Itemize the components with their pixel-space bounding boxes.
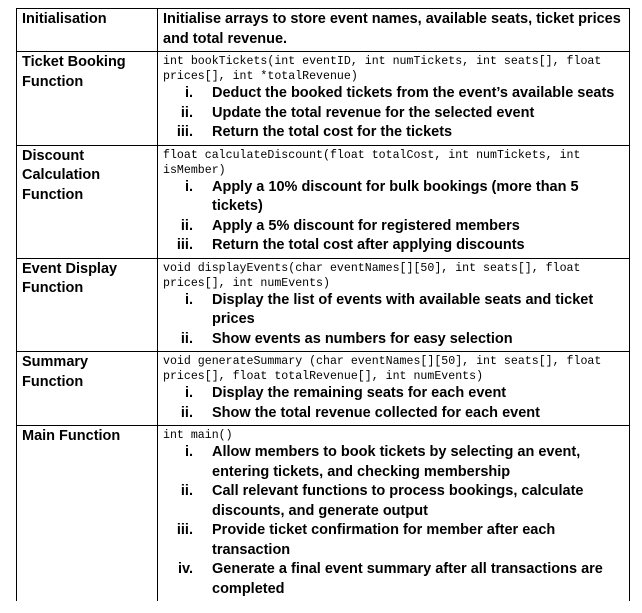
table-row-event-display [17,258,630,352]
step-text: Call relevant functions to process bookings, calculate discounts, and generate output [212,483,584,519]
table-row-initialisation [17,9,630,52]
step-number: ii. [180,404,193,421]
step-list [163,84,625,143]
list-item [163,521,625,560]
step-number: iv. [177,561,193,577]
row-content [158,9,630,52]
row-content [158,145,630,258]
step-text: Display the remaining seats for each event [212,385,507,401]
list-item [163,482,625,521]
row-label: Event Display Function [17,258,158,352]
step-number: i. [184,85,193,101]
step-list [163,291,625,350]
step-number: ii. [180,104,193,121]
step-text: Update the total revenue for the selected event [212,104,535,121]
step-text: Show the total revenue collected for each event [212,404,540,421]
step-text: Display the list of events with available seats and ticket prices [212,291,594,327]
function-signature: float calculateDiscount(float totalCost, int numTickets, int isMember) [163,148,581,177]
list-item [163,443,625,482]
row-label: Main Function [17,426,158,602]
list-item [163,178,625,217]
document-page [16,8,630,601]
step-text: Show events as numbers for easy selection [212,330,513,347]
function-signature: int bookTickets(int eventID, int numTickets, int seats[], float prices[], int *totalRevenue) [163,55,602,83]
step-text: Apply a 10% discount for bulk bookings (more than 5 tickets) [212,178,579,214]
function-signature: int main() [163,429,233,442]
step-text: Generate a final event summary after all transactions are completed [212,561,603,597]
specification-table [16,8,630,601]
list-item [163,236,625,256]
list-item [163,384,625,404]
table-row-discount-calculation [17,145,630,258]
step-number: i. [184,291,193,308]
row-content [158,52,630,146]
step-number: ii. [180,483,193,499]
list-item [163,84,625,104]
step-text: Return the total cost for the tickets [212,124,453,140]
row-description: Initialise arrays to store event names, available seats, ticket prices and total revenue. [163,11,621,47]
step-list [163,443,625,599]
list-item [163,404,625,424]
step-number: iii. [176,522,193,538]
step-text: Allow members to book tickets by selecting an event, entering tickets, and checking membership [212,444,581,480]
function-signature: void displayEvents(char eventNames[][50], int seats[], float prices[], int numEvents) [163,261,581,290]
row-label: Ticket Booking Function [17,52,158,146]
step-number: i. [184,444,193,460]
list-item [163,291,625,330]
step-text: Deduct the booked tickets from the event’s available seats [212,85,615,101]
step-number: ii. [180,330,193,347]
table-row-ticket-booking [17,52,630,146]
step-number: ii. [180,217,193,234]
list-item [163,217,625,237]
list-item [163,560,625,599]
step-number: iii. [176,124,193,140]
list-item [163,104,625,124]
row-label: Discount Calculation Function [17,145,158,258]
step-list [163,384,625,423]
step-number: i. [184,385,193,401]
row-content [158,426,630,602]
row-label: Initialisation [17,9,158,52]
row-content [158,258,630,352]
row-label: Summary Function [17,352,158,426]
step-number: i. [184,178,193,195]
step-text: Provide ticket confirmation for member after each transaction [212,522,556,558]
step-text: Apply a 5% discount for registered members [212,217,520,234]
table-row-summary [17,352,630,426]
row-content [158,352,630,426]
list-item [163,330,625,350]
step-text: Return the total cost after applying discounts [212,237,525,253]
table-row-main [17,426,630,602]
step-list [163,178,625,256]
function-signature: void generateSummary (char eventNames[][50], int seats[], float prices[], float totalRevenue[], int numEvents) [163,355,602,383]
step-number: iii. [176,237,193,253]
list-item [163,123,625,143]
